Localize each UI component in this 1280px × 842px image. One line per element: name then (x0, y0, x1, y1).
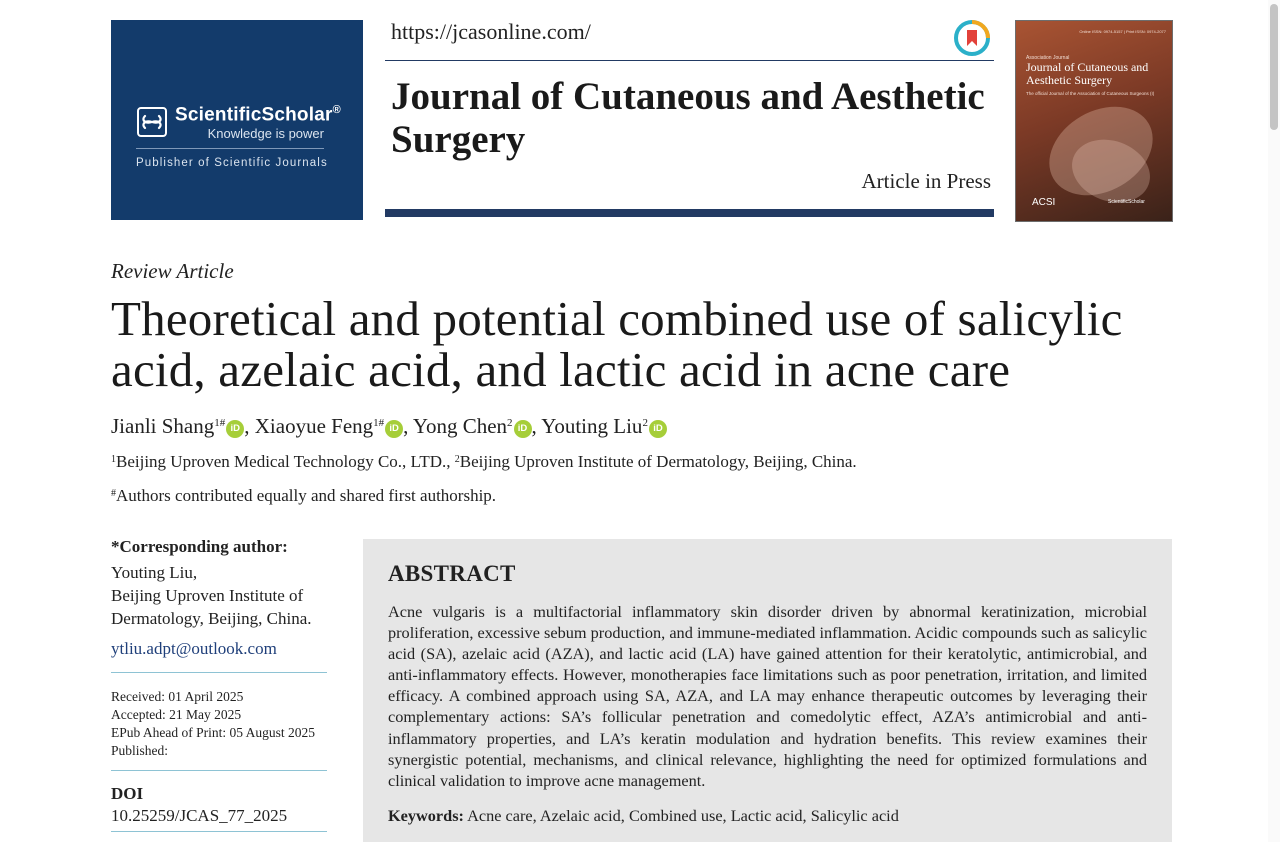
sidebar-divider (111, 770, 327, 771)
author-separator: , (244, 414, 255, 438)
author-list (111, 414, 667, 439)
header-divider-thin (385, 60, 994, 61)
orcid-icon[interactable]: iD (514, 420, 532, 438)
publication-dates (111, 688, 315, 760)
sidebar-divider (111, 672, 327, 673)
journal-url[interactable]: https://jcasonline.com/ (391, 19, 591, 44)
publisher-divider (136, 148, 324, 149)
keywords (388, 806, 899, 826)
doi-value[interactable]: 10.25259/JCAS_77_2025 (111, 806, 288, 825)
affil-sup: 2 (454, 454, 460, 465)
article-title: Theoretical and potential combined use of salicylic acid, azelaic acid, and lactic acid in acne care (111, 291, 1123, 397)
cover-small-label: Association Journal (1026, 55, 1070, 61)
date-accepted: Accepted: 21 May 2025 (111, 707, 242, 722)
keywords-label: Keywords: (388, 806, 464, 825)
doi-label: DOI (111, 784, 144, 803)
abstract-text: Acne vulgaris is a multifactorial inflammatory skin disorder driven by abnormal keratinization, microbial proliferation, excessive sebum production, and immune-mediated inflammation. Acidic compounds such as salicylic acid (SA), azelaic acid (AZA), and lactic acid (LA) have gained attention for their keratolytic, antimicrobial, and anti-inflammatory effects. However, monotherapies face limitations such as poor penetration, irritation, and limited efficacy. A combined approach using SA, AZA, and LA may enhance therapeutic outcomes by leveraging their complementary actions: SA’s follicular penetration and comedolytic effect, AZA’s antimicrobial and anti-inflammatory properties, and LA’s keratin modulation and hydration benefits. This review examines their synergistic potential, mechanisms, and clinical relevance, highlighting the need for optimized formulations and clinical validation to improve acne management. (388, 602, 1147, 790)
affil-text: Beijing Uproven Medical Technology Co., LTD., (116, 452, 455, 471)
affil-text: Beijing Uproven Institute of Dermatology, Beijing, China. (459, 452, 857, 471)
bookmark-icon[interactable] (954, 20, 990, 56)
cover-title: Journal of Cutaneous and Aesthetic Surgery (1026, 60, 1149, 87)
author-name[interactable]: Jianli Shang (111, 414, 215, 438)
article-type: Review Article (111, 259, 234, 283)
article-status: Article in Press (861, 169, 991, 193)
cover-issn: Online ISSN: 0974-5157 | Print ISSN: 0974-2077 (1079, 29, 1166, 34)
note-sup: # (111, 488, 116, 499)
corresponding-line: Beijing Uproven Institute of (111, 586, 304, 605)
header-divider-thick (385, 209, 994, 217)
author-separator: , (403, 414, 413, 438)
journal-cover[interactable] (1015, 20, 1173, 222)
corresponding-line: Youting Liu, (111, 563, 198, 582)
sidebar-divider (111, 831, 327, 832)
publisher-name: ScientificScholar® (175, 104, 341, 126)
cover-publisher: ScientificScholar (1108, 199, 1145, 205)
affil-sup: 1 (111, 454, 116, 465)
orcid-icon[interactable]: iD (385, 420, 403, 438)
orcid-icon[interactable]: iD (226, 420, 244, 438)
author-sup: 1# (214, 417, 226, 429)
cover-society-logo: ACSI (1032, 197, 1056, 208)
corresponding-line: Dermatology, Beijing, China. (111, 609, 312, 628)
note-text: Authors contributed equally and shared first authorship. (116, 486, 497, 505)
author-name[interactable]: Xiaoyue Feng (254, 414, 374, 438)
scrollbar-thumb[interactable] (1270, 4, 1278, 130)
abstract-heading: ABSTRACT (388, 561, 516, 586)
author-separator: , (531, 414, 542, 438)
equal-contribution-note (111, 486, 496, 506)
author-sup: 2 (642, 417, 648, 429)
date-epub: EPub Ahead of Print: 05 August 2025 (111, 725, 316, 740)
abstract-box (363, 539, 1172, 842)
keywords-list: Acne care, Azelaic acid, Combined use, Lactic acid, Salicylic acid (467, 806, 899, 825)
registered-mark: ® (332, 104, 341, 116)
journal-title: Journal of Cutaneous and Aesthetic Surgery (391, 75, 985, 161)
author-sup: 2 (507, 417, 513, 429)
corresponding-email-link[interactable]: ytliu.adpt@outlook.com (111, 639, 277, 658)
affiliations (111, 452, 857, 472)
orcid-icon[interactable]: iD (649, 420, 667, 438)
author-sup: 1# (373, 417, 385, 429)
corresponding-author-details (111, 561, 312, 630)
date-published: Published: (111, 743, 169, 758)
publisher-tagline: Knowledge is power (207, 126, 324, 141)
publisher-logo[interactable] (111, 20, 363, 220)
author-name[interactable]: Youting Liu (541, 414, 643, 438)
date-received: Received: 01 April 2025 (111, 689, 244, 704)
publisher-subtitle: Publisher of Scientific Journals (136, 157, 328, 169)
corresponding-author-label: *Corresponding author: (111, 537, 288, 556)
author-name[interactable]: Yong Chen (412, 414, 508, 438)
cover-subtitle: The official Journal of the Association of Cutaneous Surgeons (I) (1026, 91, 1155, 96)
